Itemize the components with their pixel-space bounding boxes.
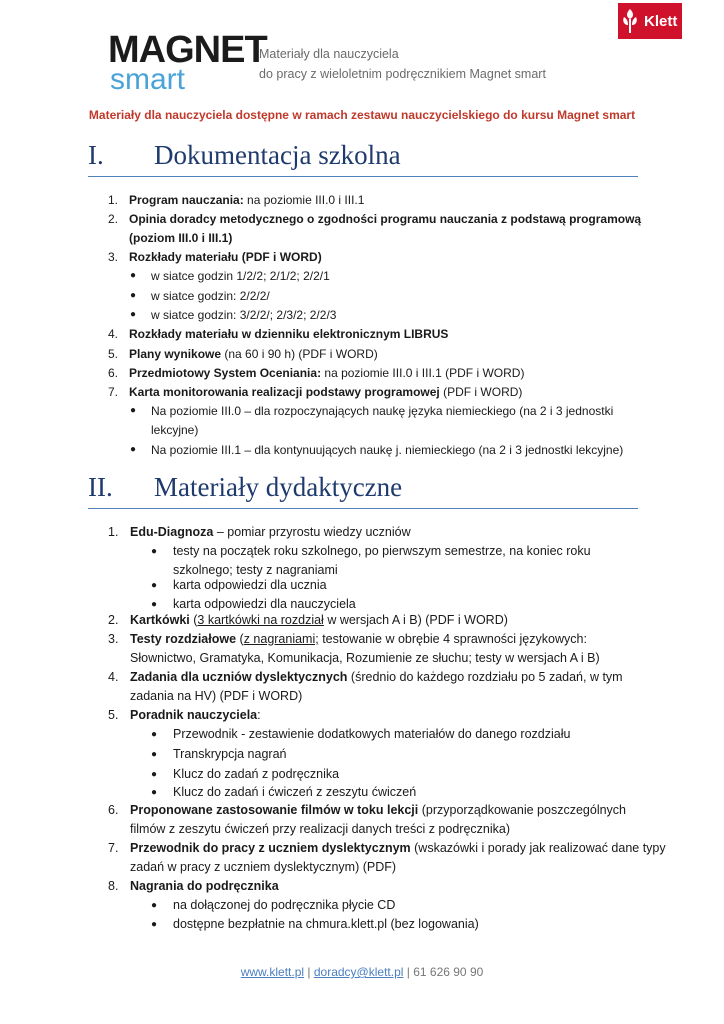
bullet-text: Klucz do zadań z podręcznika — [173, 767, 340, 781]
section-1-heading — [88, 140, 638, 177]
s2-item-6-cont: filmów z zeszytu ćwiczeń przy realizacji danych treści z podręcznika) — [130, 822, 510, 836]
item-bold: Rozkłady materiału (PDF i WORD) — [129, 250, 322, 264]
bullet-icon: ● — [130, 444, 137, 455]
s1-7-bullet-2 — [130, 441, 623, 460]
bullet-icon: ● — [151, 919, 158, 930]
s2-8-bullet-2 — [151, 915, 479, 935]
s2-item-7-cont: zadań w pracy z uczniem dyslektycznym) (PDF) — [130, 860, 397, 874]
item-text: (na 60 i 90 h) (PDF i WORD) — [221, 347, 378, 361]
item-bold: Zadania dla uczniów dyslektycznych — [130, 670, 348, 684]
s1-item-7 — [108, 383, 522, 402]
item-text: (PDF i WORD) — [439, 385, 523, 399]
s1-item-5 — [108, 345, 378, 364]
footer-separator: | — [403, 965, 414, 979]
bullet-text: Na poziomie III.0 – dla rozpoczynających naukę języka niemieckiego (na 2 i 3 jednostki — [151, 404, 614, 418]
s1-item-6 — [108, 364, 524, 383]
bullet-text: w siatce godzin: 2/2/2/ — [151, 289, 270, 303]
s2-item-7 — [108, 839, 666, 859]
klett-tree-icon — [618, 3, 642, 39]
bullet-text: na dołączonej do podręcznika płycie CD — [173, 898, 396, 912]
s2-item-6 — [108, 801, 626, 821]
bullet-icon: ● — [151, 729, 158, 740]
s1-item-2-cont — [129, 229, 232, 248]
s1-7-bullet-1-cont: lekcyjne) — [151, 423, 199, 437]
bullet-icon: ● — [151, 900, 158, 911]
item-bold: Przewodnik do pracy z uczniem dyslektycznym — [130, 841, 411, 855]
item-text: : — [257, 708, 261, 722]
email-link[interactable]: doradcy@klett.pl — [313, 965, 404, 979]
item-bold: Plany wynikowe — [129, 347, 222, 361]
bullet-icon: ● — [130, 290, 137, 301]
item-number: 4. — [108, 327, 119, 341]
bullet-text: dostępne bezpłatnie na chmura.klett.pl (bez logowania) — [173, 917, 479, 931]
section-2-heading — [88, 472, 638, 509]
item-number: 5. — [108, 347, 119, 361]
s2-item-4-cont: zadania na HV) (PDF i WORD) — [130, 689, 303, 703]
s2-1-bullet-1 — [151, 542, 591, 562]
item-bold: Edu-Diagnoza — [130, 525, 214, 539]
klett-name: Klett — [644, 12, 678, 30]
item-bold: Rozkłady materiału w dzienniku elektronicznym LIBRUS — [129, 327, 449, 341]
bullet-text: w siatce godzin 1/2/2; 2/1/2; 2/2/1 — [151, 269, 330, 283]
item-text: na poziomie III.0 i III.1 — [243, 193, 365, 207]
s1-item-3 — [108, 248, 322, 267]
item-text: na poziomie III.0 i III.1 (PDF i WORD) — [321, 366, 525, 380]
item-bold: Przedmiotowy System Oceniania: — [129, 366, 322, 380]
item-number: 6. — [108, 803, 119, 817]
bullet-text: karta odpowiedzi dla ucznia — [173, 578, 327, 592]
item-number: 1. — [108, 193, 119, 207]
item-text: – pomiar przyrostu wiedzy uczniów — [213, 525, 411, 539]
item-number: 8. — [108, 879, 119, 893]
bullet-text: Transkrypcja nagrań — [173, 747, 287, 761]
s1-7-bullet-1 — [130, 402, 613, 421]
phone-number: 61 626 90 90 — [413, 965, 484, 979]
item-underlined: z nagraniami; — [243, 632, 319, 646]
s2-item-8 — [108, 877, 279, 897]
item-text: (przyporządkowanie poszczególnych — [418, 803, 626, 817]
item-bold: Testy rozdziałowe — [130, 632, 237, 646]
s2-5-bullet-3 — [151, 765, 339, 785]
item-number: 5. — [108, 708, 119, 722]
s2-5-bullet-2 — [151, 745, 286, 765]
s2-8-bullet-1 — [151, 896, 395, 916]
magnet-smart-logo — [108, 29, 267, 100]
bullet-text: testy na początek roku szkolnego, po pierwszym semestrze, na koniec roku — [173, 544, 591, 558]
item-bold: Karta monitorowania realizacji podstawy programowej — [129, 385, 440, 399]
header-line-2: do pracy z wieloletnim podręcznikiem Magnet smart — [259, 67, 546, 81]
section-2-number: II. — [88, 472, 113, 502]
bullet-text: Klucz do zadań i ćwiczeń z zeszytu ćwiczeń — [173, 785, 417, 799]
bullet-icon: ● — [130, 309, 137, 320]
item-number: 6. — [108, 366, 119, 380]
bullet-icon: ● — [151, 580, 158, 591]
s2-item-5 — [108, 706, 261, 726]
item-bold: Program nauczania: — [129, 193, 244, 207]
bullet-icon: ● — [130, 405, 137, 416]
s2-item-1 — [108, 523, 411, 543]
header-description — [259, 44, 546, 84]
bullet-text: karta odpowiedzi dla nauczyciela — [173, 597, 356, 611]
s2-item-4 — [108, 668, 623, 688]
item-text: (średnio do każdego rozdziału po 5 zadań, w tym — [347, 670, 623, 684]
s1-item-2 — [108, 210, 641, 229]
item-bold: Proponowane zastosowanie filmów w toku lekcji — [130, 803, 419, 817]
item-number: 1. — [108, 525, 119, 539]
bullet-icon: ● — [151, 787, 158, 798]
item-number: 3. — [108, 250, 119, 264]
bullet-icon: ● — [151, 546, 158, 557]
page-footer — [0, 965, 724, 979]
item-bold: Kartkówki — [130, 613, 190, 627]
item-bold: Opinia doradcy metodycznego o zgodności programu nauczania z podstawą programową — [129, 212, 642, 226]
website-link[interactable]: www.klett.pl — [240, 965, 305, 979]
item-text: ( — [236, 632, 244, 646]
s1-3-bullet-1 — [130, 267, 330, 286]
s2-item-2 — [108, 611, 508, 631]
s1-3-bullet-3 — [130, 306, 336, 325]
s2-5-bullet-4 — [151, 783, 416, 803]
item-number: 7. — [108, 385, 119, 399]
item-number: 4. — [108, 670, 119, 684]
bullet-icon: ● — [151, 769, 158, 780]
item-number: 7. — [108, 841, 119, 855]
item-bold: Nagrania do podręcznika — [130, 879, 279, 893]
item-text: ( — [189, 613, 198, 627]
item-text: testowanie w obrębie 4 sprawności językowych: — [318, 632, 587, 646]
s2-item-3 — [108, 630, 587, 650]
item-number: 2. — [108, 613, 119, 627]
item-number: 2. — [108, 212, 119, 226]
item-underlined: 3 kartkówki na rozdział — [197, 613, 324, 627]
s2-5-bullet-1 — [151, 725, 570, 745]
s1-item-4 — [108, 325, 448, 344]
logo-magnet-text: MAGNET — [108, 29, 267, 71]
section-1-title: Dokumentacja szkolna — [154, 140, 401, 170]
section-1-number: I. — [88, 140, 104, 170]
item-text: (wskazówki i porady jak realizować dane typy — [410, 841, 666, 855]
section-2-title: Materiały dydaktyczne — [154, 472, 403, 502]
s1-3-bullet-2 — [130, 287, 270, 306]
s2-item-3-cont: Słownictwo, Gramatyka, Komunikacja, Rozumienie ze słuchu; testy w wersjach A i B) — [130, 651, 600, 665]
s1-item-1 — [108, 191, 364, 210]
footer-separator: | — [304, 965, 314, 979]
bullet-text: Przewodnik - zestawienie dodatkowych materiałów do danego rozdziału — [173, 727, 571, 741]
bullet-icon: ● — [151, 599, 158, 610]
bullet-icon: ● — [151, 749, 158, 760]
bullet-text: Na poziomie III.1 – dla kontynuujących naukę j. niemieckiego (na 2 i 3 jednostki lekcyjne) — [151, 443, 624, 457]
item-bold: (poziom III.0 i III.1) — [129, 231, 233, 245]
item-bold: Poradnik nauczyciela — [130, 708, 258, 722]
bullet-icon: ● — [130, 270, 137, 281]
bullet-text: w siatce godzin: 3/2/2/; 2/3/2; 2/2/3 — [151, 308, 337, 322]
item-number: 3. — [108, 632, 119, 646]
document-subtitle: Materiały dla nauczyciela dostępne w ramach zestawu nauczycielskiego do kursu Magnet smart — [88, 108, 636, 122]
item-text: w wersjach A i B) (PDF i WORD) — [323, 613, 508, 627]
logo-smart-text: smart — [110, 63, 185, 96]
klett-logo — [618, 3, 682, 39]
s2-1-bullet-1-cont: szkolnego; testy z nagraniami — [173, 563, 338, 577]
s2-1-bullet-2 — [151, 576, 327, 596]
header-line-1: Materiały dla nauczyciela — [259, 47, 399, 61]
